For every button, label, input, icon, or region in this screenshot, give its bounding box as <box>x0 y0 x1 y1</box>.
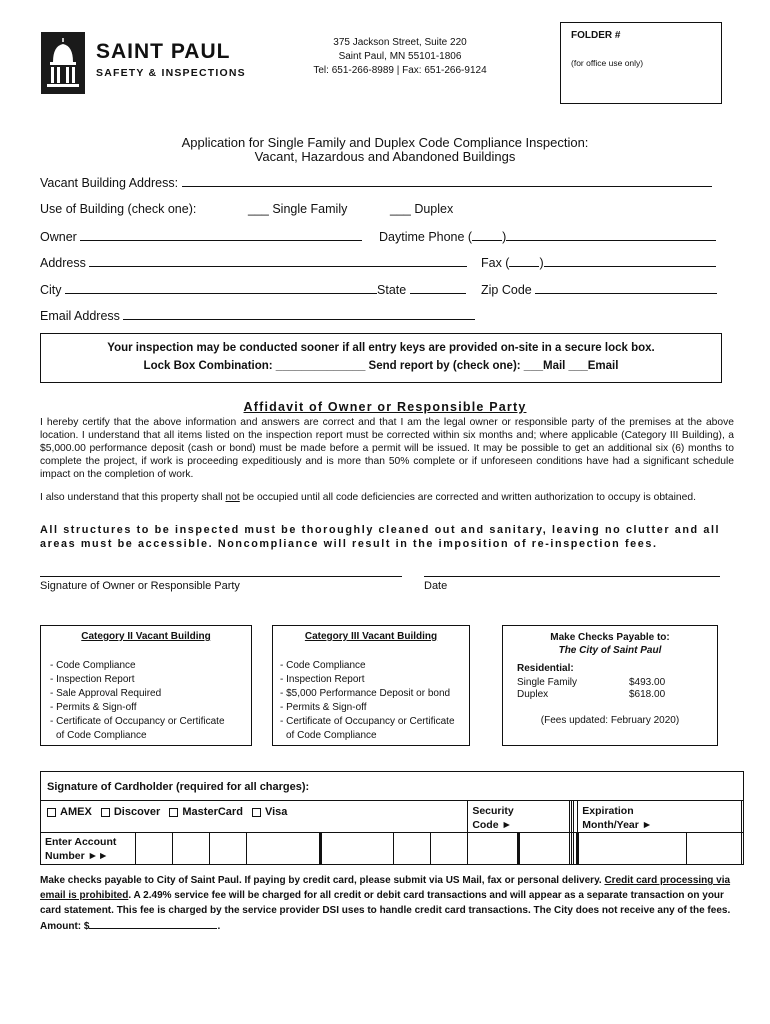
mastercard-option[interactable]: MasterCard <box>169 806 243 818</box>
affidavit-paragraph-1: I hereby certify that the above information and answers are correct and that I am the legal owner or responsible party of the premises at the above location. I understand that all items listed on the inspection report must be corrected within six months and; where applicable (Category III Building), a $5,000.00 performance deposit (cash or bond) must be made before a permit will be issued. It may be possible to get an additional six (6) months to complete the project, if work is proceeding expeditiously and is more than 50% complete or if unforeseen conditions have had a significant schedule impact on the completion of work. <box>40 417 734 480</box>
checkbox-icon <box>252 808 261 817</box>
payable-box <box>502 625 718 746</box>
vacant-address-row <box>40 174 712 190</box>
account-digit[interactable] <box>394 833 431 865</box>
owner-row: Owner Daytime Phone ( ) <box>40 228 730 244</box>
email-label: Email Address <box>40 309 120 323</box>
city-label: City <box>40 283 62 297</box>
payable-name: The City of Saint Paul <box>558 645 662 656</box>
category-2-title: Category II Vacant Building <box>81 631 211 642</box>
residential-label: Residential: <box>517 663 574 674</box>
date-label: Date <box>424 580 448 592</box>
vacant-address-label: Vacant Building Address: <box>40 176 179 190</box>
affidavit-heading: Affidavit of Owner or Responsible Party <box>243 400 527 414</box>
duplex-fee: $618.00 <box>629 689 666 700</box>
address-row: Address Fax ( ) <box>40 254 730 270</box>
cardholder-signature-cell[interactable] <box>41 772 744 801</box>
owner-signature-line[interactable] <box>40 576 402 577</box>
list-item: - Code Compliance <box>50 660 136 671</box>
lockbox-box <box>40 333 722 383</box>
card-type-cell <box>41 801 468 833</box>
owner-label: Owner <box>40 230 77 244</box>
fax-label: Fax ( <box>481 256 510 270</box>
org-name: SAINT PAUL <box>96 40 231 63</box>
vacant-address-field[interactable] <box>182 174 712 187</box>
single-family-option[interactable]: ___ Single Family <box>248 202 348 216</box>
capitol-icon <box>41 32 85 94</box>
state-label: State <box>377 283 407 297</box>
list-item: of Code Compliance <box>286 730 377 741</box>
account-digit[interactable] <box>172 833 209 865</box>
address-line-2: Saint Paul, MN 55101-1806 <box>338 51 462 62</box>
daytime-phone-field[interactable] <box>506 228 716 241</box>
list-item: - Inspection Report <box>280 674 365 685</box>
credit-card-table <box>40 771 744 865</box>
discover-option[interactable]: Discover <box>101 806 160 818</box>
state-field[interactable] <box>410 281 466 294</box>
account-digit[interactable] <box>431 833 468 865</box>
account-number-label-cell: Enter Account Number ►► <box>41 833 136 865</box>
list-item: - Code Compliance <box>280 660 366 671</box>
category-3-title: Category III Vacant Building <box>304 631 438 642</box>
category-3-box <box>272 625 470 746</box>
category-3-list <box>280 659 469 743</box>
account-digit[interactable] <box>209 833 246 865</box>
checkbox-icon <box>169 808 178 817</box>
account-digit[interactable] <box>246 833 320 865</box>
checkbox-icon <box>47 808 56 817</box>
address-field[interactable] <box>89 254 467 267</box>
single-family-fee-label: Single Family <box>517 677 578 688</box>
list-item: - Permits & Sign-off <box>50 702 137 713</box>
amount-field[interactable] <box>89 918 217 929</box>
daytime-phone-label: Daytime Phone ( <box>379 230 473 244</box>
payment-footer: Make checks payable to City of Saint Paul. If paying by credit card, please submit via US Mail, fax or personal delivery. Credit card processing via email is prohibited. A 2.49% service fee will be charged for all credit or debit card transactions and will appear as a separate transaction on your card statement. This fee is charged by the service provider DSI uses to handle credit card transactions. The City does not receive any of the fees. Amount: $ . <box>40 875 731 932</box>
visa-option[interactable]: Visa <box>252 806 287 818</box>
list-item: - Sale Approval Required <box>50 688 162 699</box>
use-of-building-label: Use of Building (check one): <box>40 202 197 216</box>
cleaning-notice: All structures to be inspected must be thoroughly cleaned out and sanitary, leaving no clutter and all areas must be accessible. Noncompliance will result in the imposition of re-inspection fees. <box>40 524 721 550</box>
lockbox-line-1: Your inspection may be conducted sooner if all entry keys are provided on-site in a secure lock box. <box>107 342 655 354</box>
zip-field[interactable] <box>535 281 717 294</box>
account-digit[interactable] <box>320 833 394 865</box>
amex-option[interactable]: AMEX <box>47 806 92 818</box>
list-item: - Certificate of Occupancy or Certificate <box>50 716 225 727</box>
account-digit[interactable] <box>741 833 743 865</box>
category-2-box <box>40 625 252 746</box>
account-digit[interactable] <box>578 833 687 865</box>
lockbox-line-2[interactable]: Lock Box Combination: ______________ Send report by (check one): ___Mail ___Email <box>143 360 619 372</box>
fax-area-field[interactable] <box>509 254 539 267</box>
affidavit-paragraph-2: I also understand that this property shall not be occupied until all code deficiencies are corrected and written authorization to occupy is obtained. <box>40 492 696 503</box>
date-line[interactable] <box>424 576 720 577</box>
email-field[interactable] <box>123 307 475 320</box>
title-line-2: Vacant, Hazardous and Abandoned Buildings <box>254 149 516 164</box>
title-line-1: Application for Single Family and Duplex Code Compliance Inspection: <box>181 135 589 150</box>
single-family-fee: $493.00 <box>629 677 666 688</box>
phone-fax: Tel: 651-266-8989 | Fax: 651-266-9124 <box>313 65 487 76</box>
cardholder-signature-label: Signature of Cardholder (required for all charges): <box>47 781 310 793</box>
folder-box[interactable] <box>560 22 722 104</box>
city-field[interactable] <box>65 281 377 294</box>
owner-field[interactable] <box>80 228 362 241</box>
payable-title: Make Checks Payable to: <box>550 632 670 643</box>
account-digit[interactable] <box>136 833 173 865</box>
account-digit[interactable] <box>468 833 519 865</box>
use-of-building-row <box>40 202 740 216</box>
security-code-label-cell: Security Code ► <box>468 801 569 833</box>
list-item: - Certificate of Occupancy or Certificate <box>280 716 455 727</box>
category-2-list <box>50 659 251 743</box>
logo <box>41 32 85 94</box>
agency-address <box>290 36 510 78</box>
expiration-label-cell: Expiration Month/Year ► <box>578 801 741 833</box>
list-item: of Code Compliance <box>56 730 147 741</box>
email-row <box>40 307 475 323</box>
list-item: - Inspection Report <box>50 674 135 685</box>
expiration-month[interactable] <box>741 801 743 833</box>
list-item: - Permits & Sign-off <box>280 702 367 713</box>
duplex-option[interactable]: ___ Duplex <box>390 202 454 216</box>
org-subtitle: SAFETY & INSPECTIONS <box>96 67 246 79</box>
address-line-1: 375 Jackson Street, Suite 220 <box>333 37 467 48</box>
zip-label: Zip Code <box>481 283 532 297</box>
account-digit[interactable] <box>518 833 569 865</box>
not-emphasis: not <box>225 492 240 503</box>
folder-note: (for office use only) <box>571 58 644 68</box>
page-title <box>0 136 770 164</box>
daytime-phone-area-field[interactable] <box>472 228 502 241</box>
fax-field[interactable] <box>544 254 716 267</box>
duplex-fee-label: Duplex <box>517 689 549 700</box>
address-label: Address <box>40 256 86 270</box>
owner-signature-label: Signature of Owner or Responsible Party <box>40 580 240 592</box>
city-row <box>40 281 730 297</box>
folder-label: FOLDER # <box>571 30 621 41</box>
fees-updated: (Fees updated: February 2020) <box>540 715 680 726</box>
email-prohibited-notice: Credit card processing via email is prohibited <box>40 875 731 901</box>
account-digit[interactable] <box>687 833 741 865</box>
checkbox-icon <box>101 808 110 817</box>
list-item: - $5,000 Performance Deposit or bond <box>280 688 451 699</box>
